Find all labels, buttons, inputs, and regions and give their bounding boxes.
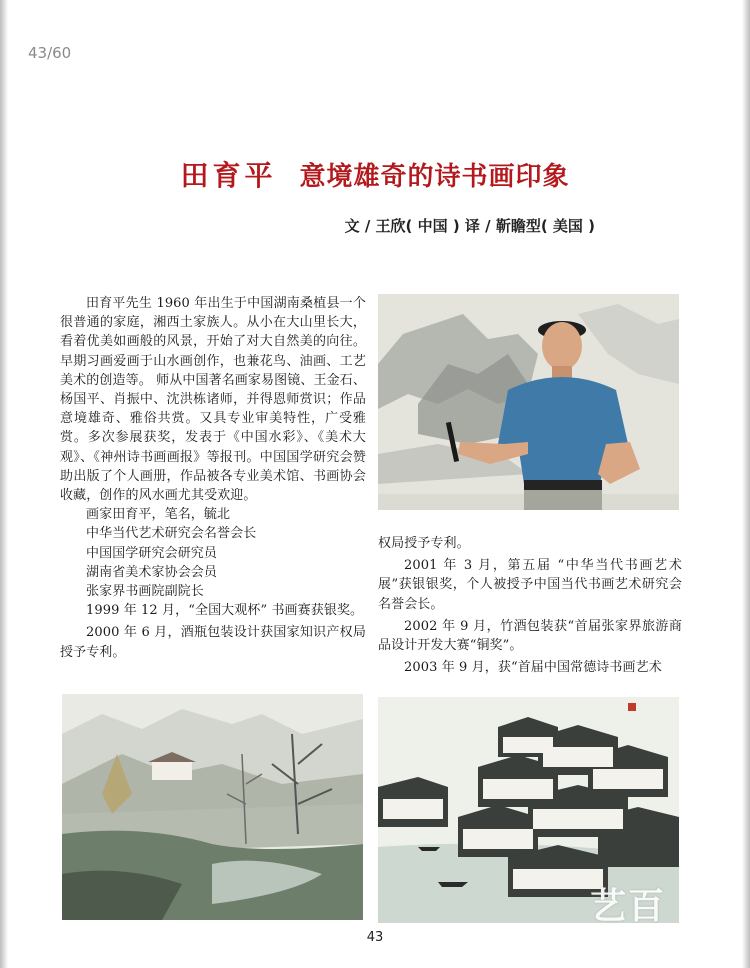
article-title: [0, 154, 750, 194]
page-number: 43: [366, 930, 384, 945]
watermark: 艺百: [590, 886, 667, 927]
intro-paragraph: 田育平先生 1960 年出生于中国湖南桑植县一个很普通的家庭，湘西土家族人。从小在大山里长大，看着优美如画般的风景，开始了对大自然美的向往。早期习画爱画于山水画创作，也兼花鸟、油画、工艺美术的创造等。 师从中国著名画家易图镜、王金石、杨国平、肖振中、沈洪栋诸师，并得恩师赏识；作品意境雄奇、雅俗共赏。又具专业审美特性，广受雅赏。多次参展获奖，发表于《中国水彩》、《美术大观》、《神州诗书画画报》等报刊。中国国学研究会赞助出版了个人画册，作品被各专业美术馆、书画协会收藏，创作的风水画尤其受欢迎。: [60, 296, 366, 504]
award-2000: 2000 年 6 月，酒瓶包装设计获国家知识产权局授予专利。: [60, 625, 366, 660]
credential-item: 湖南省美术家协会会员: [86, 564, 218, 580]
credential-item: 中国国学研究会研究员: [86, 545, 218, 561]
page-edge-left: [0, 0, 8, 968]
title-artist-name: 田育平: [180, 159, 277, 192]
landscape-painting: [62, 694, 363, 920]
award-2003: 2003 年 9 月，获“首届中国常德诗书画艺术: [404, 660, 662, 676]
award-2002: 2002 年 9 月，竹酒包装获“首届张家界旅游商品设计开发大赛“铜奖”。: [378, 618, 682, 654]
article-column-right: [378, 534, 682, 677]
byline: 文 / 王欣( 中国 ) 译 / 靳瞻型( 美国 ): [344, 217, 595, 235]
award-1999: 1999 年 12 月，“全国大观杯” 书画赛获银奖。: [86, 603, 364, 619]
award-2001: 2001 年 3 月，第五届 “中华当代书画艺术展”获银银奖，个人被授予中国当代书画艺术研究会名誉会长。: [378, 558, 682, 612]
award-2000-continued: 权局授予专利。: [378, 536, 470, 551]
credential-item: 中华当代艺术研究会名誉会长: [86, 526, 257, 542]
page-edge-right: [742, 0, 750, 968]
article-column-left: [60, 294, 366, 660]
artist-photo: [378, 294, 679, 510]
page-counter: 43/60: [28, 44, 72, 62]
title-subtitle: 意境雄奇的诗书画印象: [299, 162, 570, 192]
credential-item: 画家田育平，笔名，毓北: [86, 507, 231, 523]
credential-item: 张家界书画院副院长: [86, 584, 204, 600]
